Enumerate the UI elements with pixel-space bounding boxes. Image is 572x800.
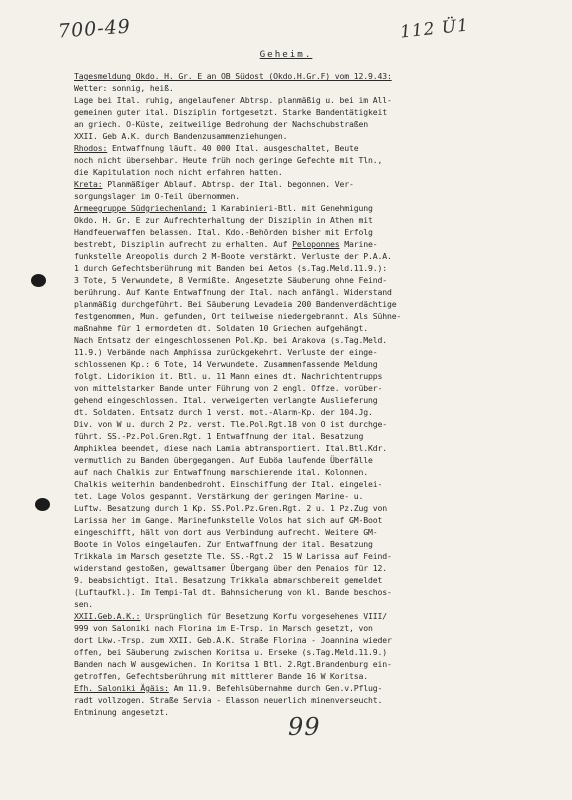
line-text: gemeinen guter ital. Disziplin fortgesetzt. Starke Bandentätigkeit	[74, 107, 387, 117]
handwritten-reference-top-left: 700-49	[57, 15, 132, 43]
line-text: berührung. Auf Kante Entwaffnung der Ital. nach anfängl. Widerstand	[74, 287, 392, 297]
report-line	[74, 646, 556, 658]
report-line	[74, 202, 556, 214]
report-line	[74, 394, 556, 406]
report-line	[74, 322, 556, 334]
report-line	[74, 166, 556, 178]
report-line	[74, 214, 556, 226]
underlined-section-label: Rhodos:	[74, 143, 108, 153]
report-line	[74, 130, 556, 142]
line-text: 1 Karabinieri-Btl. mit Genehmigung	[206, 203, 373, 213]
line-text: sen.	[74, 599, 93, 609]
line-text: Larissa her im Gange. Marinefunkstelle Volos hat sich auf GM-Boot	[74, 515, 383, 525]
report-line	[74, 370, 556, 382]
report-line	[74, 526, 556, 538]
underlined-section-label: Peloponnes	[292, 239, 340, 249]
report-line	[74, 634, 556, 646]
line-text: radt vollzogen. Straße Servia - Elasson neuerlich minenverseucht.	[74, 695, 383, 705]
report-line	[74, 682, 556, 694]
report-line	[74, 538, 556, 550]
report-line	[74, 346, 556, 358]
report-line	[74, 310, 556, 322]
report-line	[74, 658, 556, 670]
report-line	[74, 610, 556, 622]
report-line	[74, 82, 556, 94]
report-line	[74, 238, 556, 250]
punch-hole-lower	[35, 498, 50, 511]
handwritten-page-number: 99	[288, 713, 321, 741]
line-text: Marine-	[339, 239, 378, 249]
report-line	[74, 418, 556, 430]
line-text: Ursprünglich für Besetzung Korfu vorgesehenes VIII/	[140, 611, 387, 621]
line-text: an griech. O-Küste, zeitweilige Bedrohung der Nachschubstraßen	[74, 119, 368, 129]
line-text: festgenommen, Mun. gefunden, Ort teilweise niedergebrannt. Als Sühne-	[74, 311, 402, 321]
report-line	[74, 274, 556, 286]
line-text: Trikkala im Marsch gesetzte Tle. SS.-Rgt.2 15 W Larissa auf Feind-	[74, 551, 392, 561]
line-text: Handfeuerwaffen belassen. Ital. Kdo.-Behörden bisher mit Erfolg	[74, 227, 373, 237]
line-text: führt. SS.-Pz.Pol.Gren.Rgt. 1 Entwaffnung der ital. Besatzung	[74, 431, 364, 441]
line-text: Luftw. Besatzung durch 1 Kp. SS.Pol.Pz.Gren.Rgt. 2 u. 1 Pz.Zug von	[74, 503, 387, 513]
report-line	[74, 670, 556, 682]
report-line	[74, 442, 556, 454]
underlined-section-label: Kreta:	[74, 179, 103, 189]
underlined-section-label: Efh. Saloniki Ägäis:	[74, 683, 169, 693]
report-line	[74, 382, 556, 394]
line-text: Entwaffnung läuft. 40 000 Ital. ausgeschaltet, Beute	[107, 143, 359, 153]
report-line	[74, 406, 556, 418]
line-text: widerstand gestoßen, gewaltsamer Übergang über den Penaios für 12.	[74, 563, 387, 573]
report-line	[74, 502, 556, 514]
report-line	[74, 70, 556, 82]
report-line	[74, 430, 556, 442]
line-text: schlossenen Kp.: 6 Tote, 14 Verwundete. Zusammenfassende Meldung	[74, 359, 378, 369]
line-text: Wetter: sonnig, heiß.	[74, 83, 174, 93]
line-text: die Kapitulation noch nicht erfahren hatten.	[74, 167, 283, 177]
report-line	[74, 562, 556, 574]
line-text: funkstelle Areopolis durch 2 M-Boote verstärkt. Verluste der P.A.A.	[74, 251, 392, 261]
line-text: maßnahme für 1 ermordeten dt. Soldaten 10 Griechen aufgehängt.	[74, 323, 368, 333]
line-text: 3 Tote, 5 Verwundete, 8 Vermißte. Angesetzte Säuberung ohne Feind-	[74, 275, 387, 285]
report-line	[74, 490, 556, 502]
underlined-section-label: XXII.Geb.A.K.:	[74, 611, 141, 621]
report-line	[74, 142, 556, 154]
line-text: vermutlich zu Banden übergegangen. Auf Euböa laufende Überfälle	[74, 455, 373, 465]
report-line	[74, 226, 556, 238]
line-text: Boote in Volos eingelaufen. Zur Entwaffnung der ital. Besatzung	[74, 539, 373, 549]
report-line	[74, 466, 556, 478]
line-text: eingeschifft, hält von dort aus Verbindung aufrecht. Weitere GM-	[74, 527, 378, 537]
report-line	[74, 118, 556, 130]
report-line	[74, 514, 556, 526]
underlined-section-label: Tagesmeldung Okdo. H. Gr. E an OB Südost (Okdo.H.Gr.F) vom 12.9.43:	[74, 71, 392, 81]
report-line	[74, 106, 556, 118]
line-text: Nach Entsatz der eingeschlossenen Pol.Kp. bei Arakova (s.Tag.Meld.	[74, 335, 387, 345]
line-text: sorgungslager im O-Teil übernommen.	[74, 191, 240, 201]
report-line	[74, 286, 556, 298]
line-text: Entminung angesetzt.	[74, 707, 169, 717]
report-line	[74, 298, 556, 310]
underlined-section-label: Armeegruppe Südgriechenland:	[74, 203, 207, 213]
line-text: Banden nach W ausgewichen. In Koritsa 1 Btl. 2.Rgt.Brandenburg ein-	[74, 659, 392, 669]
line-text: bestrebt, Disziplin aufrecht zu erhalten. Auf	[74, 239, 293, 249]
report-line	[74, 550, 556, 562]
typed-report-body	[74, 70, 556, 718]
line-text: Chalkis weiterhin bandenbedroht. Einschiffung der Ital. eingelei-	[74, 479, 383, 489]
line-text: 999 von Saloniki nach Florina im E-Trsp. in Marsch gesetzt, von	[74, 623, 373, 633]
line-text: tet. Lage Volos gespannt. Verstärkung der geringen Marine- u.	[74, 491, 364, 501]
report-line	[74, 454, 556, 466]
report-line	[74, 250, 556, 262]
line-text: gehend eingeschlossen. Ital. verweigerten verlangte Auslieferung	[74, 395, 378, 405]
line-text: Div. von W u. durch 2 Pz. verst. Tle.Pol.Rgt.18 von O ist durchge-	[74, 419, 387, 429]
line-text: (Luftaufkl.). Im Tempi-Tal dt. Bahnsicherung von kl. Bande beschos-	[74, 587, 392, 597]
line-text: Planmäßiger Ablauf. Abtrsp. der Ital. begonnen. Ver-	[102, 179, 354, 189]
line-text: auf nach Chalkis zur Entwaffnung marschierende ital. Kolonnen.	[74, 467, 368, 477]
report-line	[74, 694, 556, 706]
report-line	[74, 190, 556, 202]
report-line	[74, 358, 556, 370]
report-line	[74, 586, 556, 598]
line-text: noch nicht übersehbar. Heute früh noch geringe Gefechte mit Tln.,	[74, 155, 383, 165]
line-text: von mittelstarker Bande unter Führung von 2 engl. Offze. vorüber-	[74, 383, 383, 393]
report-line	[74, 574, 556, 586]
report-line	[74, 262, 556, 274]
punch-hole-upper	[31, 274, 46, 287]
report-line	[74, 478, 556, 490]
classification-heading: Geheim.	[259, 49, 313, 60]
report-line	[74, 94, 556, 106]
line-text: Okdo. H. Gr. E zur Aufrechterhaltung der Disziplin in Athen mit	[74, 215, 373, 225]
line-text: 9. beabsichtigt. Ital. Besatzung Trikkala abmarschbereit gemeldet	[74, 575, 383, 585]
handwritten-reference-top-right: 112 Ü1	[399, 15, 470, 43]
line-text: dort Lkw.-Trsp. zum XXII. Geb.A.K. Straße Florina - Joannina wieder	[74, 635, 392, 645]
report-line	[74, 598, 556, 610]
line-text: Amphiklea beendet, diese nach Lamia abtransportiert. Ital.Btl.Kdr.	[74, 443, 387, 453]
line-text: 1 durch Gefechtsberührung mit Banden bei Aetos (s.Tag.Meld.11.9.):	[74, 263, 387, 273]
line-text: planmäßig durchgeführt. Bei Säuberung Levadeia 200 Bandenverdächtige	[74, 299, 397, 309]
line-text: 11.9.) Verbände nach Amphissa zurückgekehrt. Verluste der einge-	[74, 347, 378, 357]
report-line	[74, 622, 556, 634]
report-line	[74, 178, 556, 190]
report-line	[74, 154, 556, 166]
line-text: Lage bei Ital. ruhig, angelaufener Abtrsp. planmäßig u. bei im All-	[74, 95, 392, 105]
line-text: XXII. Geb A.K. durch Bandenzusammenziehungen.	[74, 131, 288, 141]
report-line	[74, 334, 556, 346]
line-text: folgt. Lidorikion it. Btl. u. 11 Mann eines dt. Nachrichtentrupps	[74, 371, 383, 381]
line-text: getroffen, Gefechtsberührung mit mittlerer Bande 16 W Koritsa.	[74, 671, 368, 681]
line-text: offen, bei Säuberung zwischen Koritsa u. Erseke (s.Tag.Meld.11.9.)	[74, 647, 387, 657]
line-text: dt. Soldaten. Entsatz durch 1 verst. mot.-Alarm-Kp. der 104.Jg.	[74, 407, 373, 417]
line-text: Am 11.9. Befehlsübernahme durch Gen.v.Pflug-	[168, 683, 383, 693]
